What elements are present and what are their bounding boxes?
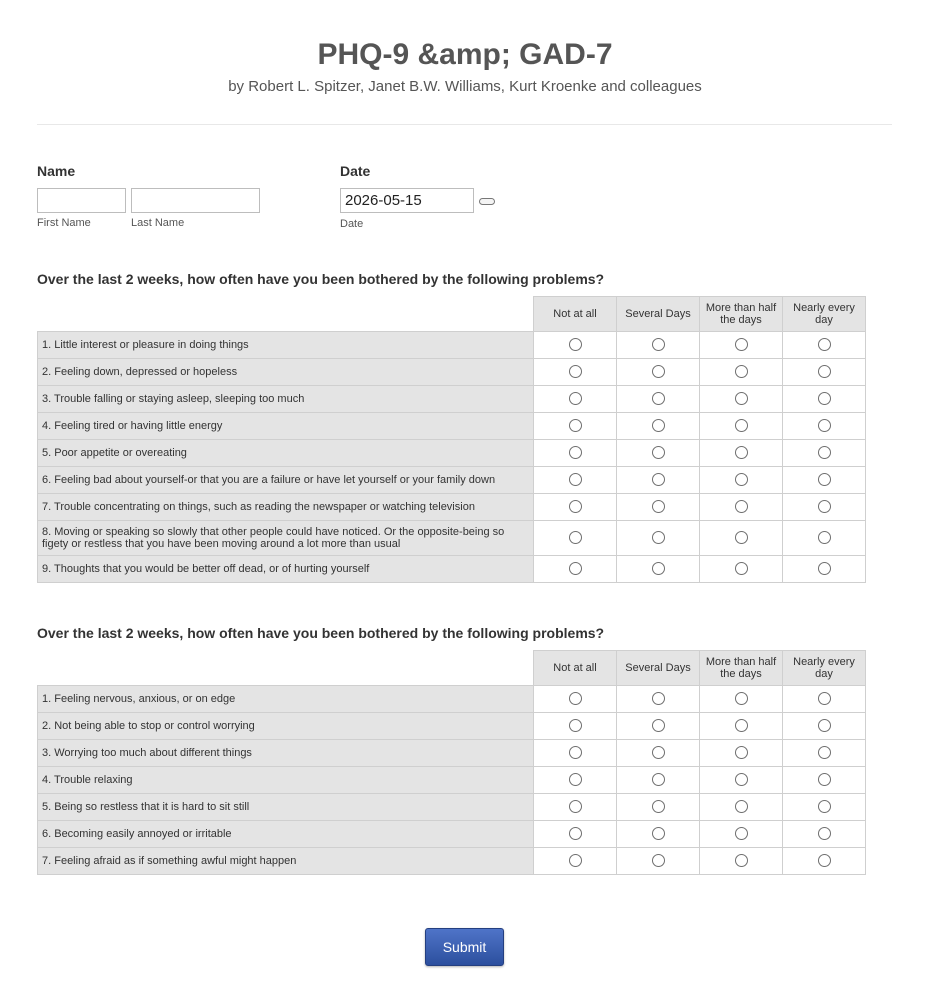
table-row	[38, 740, 866, 767]
submit-button[interactable]: Submit	[425, 928, 504, 966]
column-several-days: Several Days	[617, 297, 700, 332]
table-row	[38, 794, 866, 821]
radio-button[interactable]	[818, 773, 831, 786]
table-row	[38, 467, 866, 494]
date-input[interactable]	[340, 188, 474, 213]
radio-button[interactable]	[818, 473, 831, 486]
radio-button[interactable]	[735, 365, 748, 378]
question-label: 2. Feeling down, depressed or hopeless	[38, 359, 534, 386]
first-name-sublabel: First Name	[37, 217, 91, 229]
radio-button[interactable]	[652, 338, 665, 351]
table-row	[38, 848, 866, 875]
radio-button[interactable]	[652, 473, 665, 486]
radio-button[interactable]	[818, 446, 831, 459]
radio-button[interactable]	[569, 419, 582, 432]
radio-button[interactable]	[735, 473, 748, 486]
radio-button[interactable]	[818, 827, 831, 840]
form-header	[0, 0, 930, 96]
radio-button[interactable]	[569, 446, 582, 459]
radio-button[interactable]	[818, 392, 831, 405]
radio-button[interactable]	[569, 719, 582, 732]
question-label: 6. Becoming easily annoyed or irritable	[38, 821, 534, 848]
radio-button[interactable]	[569, 827, 582, 840]
radio-button[interactable]	[652, 500, 665, 513]
radio-button[interactable]	[818, 854, 831, 867]
table-row	[38, 413, 866, 440]
table-row	[38, 440, 866, 467]
radio-button[interactable]	[735, 773, 748, 786]
calendar-icon[interactable]	[479, 198, 495, 205]
radio-button[interactable]	[652, 746, 665, 759]
radio-button[interactable]	[569, 800, 582, 813]
table-row	[38, 556, 866, 583]
radio-button[interactable]	[652, 719, 665, 732]
phq9-matrix	[37, 296, 866, 583]
radio-button[interactable]	[735, 746, 748, 759]
radio-button[interactable]	[818, 500, 831, 513]
radio-button[interactable]	[735, 338, 748, 351]
header-divider	[37, 124, 892, 125]
page-subtitle: by Robert L. Spitzer, Janet B.W. Williams, Kurt Kroenke and colleagues	[228, 78, 702, 95]
table-row	[38, 494, 866, 521]
column-not-at-all: Not at all	[534, 651, 617, 686]
question-label: 1. Feeling nervous, anxious, or on edge	[38, 686, 534, 713]
radio-button[interactable]	[735, 500, 748, 513]
radio-button[interactable]	[735, 419, 748, 432]
radio-button[interactable]	[735, 562, 748, 575]
radio-button[interactable]	[652, 419, 665, 432]
radio-button[interactable]	[569, 473, 582, 486]
question-label: 1. Little interest or pleasure in doing things	[38, 332, 534, 359]
radio-button[interactable]	[818, 419, 831, 432]
radio-button[interactable]	[569, 365, 582, 378]
question-label: 8. Moving or speaking so slowly that other people could have noticed. Or the opposite-being so figety or restless that you have been moving around a lot more than usual	[38, 521, 534, 556]
column-not-at-all: Not at all	[534, 297, 617, 332]
radio-button[interactable]	[735, 392, 748, 405]
radio-button[interactable]	[652, 692, 665, 705]
table-row	[38, 821, 866, 848]
radio-button[interactable]	[735, 854, 748, 867]
radio-button[interactable]	[652, 773, 665, 786]
column-nearly-every-day: Nearly every day	[783, 297, 866, 332]
question-label: 3. Trouble falling or staying asleep, sleeping too much	[38, 386, 534, 413]
radio-button[interactable]	[569, 500, 582, 513]
radio-button[interactable]	[652, 531, 665, 544]
page-title: PHQ-9 &amp; GAD-7	[317, 38, 613, 71]
column-more-than-half: More than half the days	[700, 297, 783, 332]
radio-button[interactable]	[735, 827, 748, 840]
question-label: 5. Poor appetite or overeating	[38, 440, 534, 467]
question-label: 4. Feeling tired or having little energy	[38, 413, 534, 440]
question-label: 4. Trouble relaxing	[38, 767, 534, 794]
table-row	[38, 713, 866, 740]
radio-button[interactable]	[818, 365, 831, 378]
question-label: 6. Feeling bad about yourself-or that you are a failure or have let yourself or your family down	[38, 467, 534, 494]
gad7-matrix	[37, 650, 866, 875]
column-more-than-half: More than half the days	[700, 651, 783, 686]
question-label: 3. Worrying too much about different things	[38, 740, 534, 767]
column-several-days: Several Days	[617, 651, 700, 686]
radio-button[interactable]	[569, 854, 582, 867]
radio-button[interactable]	[818, 746, 831, 759]
radio-button[interactable]	[652, 800, 665, 813]
radio-button[interactable]	[652, 827, 665, 840]
table-row	[38, 386, 866, 413]
question-label: 9. Thoughts that you would be better off dead, or of hurting yourself	[38, 556, 534, 583]
radio-button[interactable]	[818, 719, 831, 732]
last-name-sublabel: Last Name	[131, 217, 185, 229]
table-row	[38, 521, 866, 556]
first-name-input[interactable]	[37, 188, 126, 213]
last-name-input[interactable]	[131, 188, 260, 213]
phq9-heading: Over the last 2 weeks, how often have you been bothered by the following problems?	[37, 271, 605, 287]
radio-button[interactable]	[818, 338, 831, 351]
radio-button[interactable]	[569, 338, 582, 351]
radio-button[interactable]	[818, 692, 831, 705]
table-row	[38, 359, 866, 386]
radio-button[interactable]	[569, 773, 582, 786]
radio-button[interactable]	[735, 531, 748, 544]
radio-button[interactable]	[569, 531, 582, 544]
radio-button[interactable]	[818, 531, 831, 544]
radio-button[interactable]	[735, 800, 748, 813]
radio-button[interactable]	[735, 719, 748, 732]
question-label: 7. Trouble concentrating on things, such as reading the newspaper or watching television	[38, 494, 534, 521]
question-label: 7. Feeling afraid as if something awful might happen	[38, 848, 534, 875]
radio-button[interactable]	[569, 746, 582, 759]
gad7-heading: Over the last 2 weeks, how often have you been bothered by the following problems?	[37, 625, 605, 641]
radio-button[interactable]	[569, 392, 582, 405]
radio-button[interactable]	[652, 854, 665, 867]
date-label: Date	[340, 163, 371, 179]
date-sublabel: Date	[340, 218, 364, 230]
radio-button[interactable]	[735, 692, 748, 705]
radio-button[interactable]	[569, 692, 582, 705]
table-row	[38, 332, 866, 359]
radio-button[interactable]	[818, 562, 831, 575]
radio-button[interactable]	[652, 365, 665, 378]
radio-button[interactable]	[652, 446, 665, 459]
table-row	[38, 767, 866, 794]
column-nearly-every-day: Nearly every day	[783, 651, 866, 686]
radio-button[interactable]	[735, 446, 748, 459]
radio-button[interactable]	[652, 562, 665, 575]
name-label: Name	[37, 163, 76, 179]
radio-button[interactable]	[569, 562, 582, 575]
table-row	[38, 686, 866, 713]
question-label: 2. Not being able to stop or control worrying	[38, 713, 534, 740]
question-label: 5. Being so restless that it is hard to sit still	[38, 794, 534, 821]
radio-button[interactable]	[818, 800, 831, 813]
radio-button[interactable]	[652, 392, 665, 405]
